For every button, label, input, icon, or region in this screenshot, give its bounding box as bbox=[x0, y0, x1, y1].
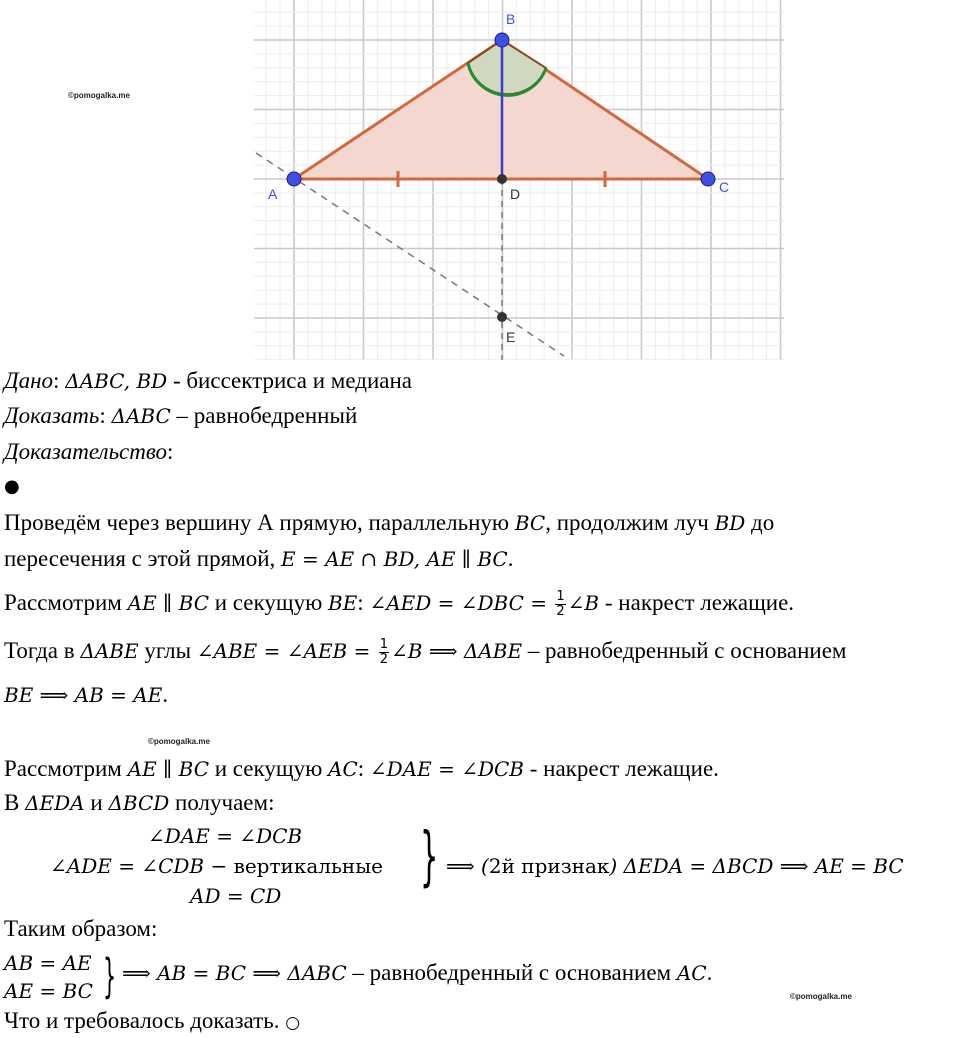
label-d: D bbox=[510, 186, 521, 202]
p4-frac-den: 2 bbox=[379, 652, 389, 668]
given-colon: : bbox=[53, 368, 60, 393]
system2-result bbox=[122, 958, 712, 988]
system1-result bbox=[446, 852, 904, 880]
p4-text-c: – равнобедренный с основанием bbox=[522, 638, 847, 663]
p6-math-3: ∠DAE = ∠DCB bbox=[369, 757, 524, 781]
p3-text-a: Рассмотрим bbox=[4, 590, 128, 615]
proof-label: Доказательство bbox=[4, 439, 168, 464]
proof-colon: : bbox=[167, 439, 174, 464]
system1-result-a: ⟹ ( bbox=[446, 854, 489, 878]
p3-frac-den: 2 bbox=[556, 604, 565, 620]
proof-label-line bbox=[4, 437, 173, 467]
p2-math: E = AE ∩ BD, AE ∥ BC bbox=[281, 547, 508, 571]
given-label: Дано bbox=[4, 368, 54, 393]
p6-text-c: : bbox=[357, 756, 370, 781]
system1-line-3: AD = CD bbox=[190, 884, 282, 908]
given-math: ΔABC, BD bbox=[65, 369, 168, 393]
system1-line-2-math: ∠ADE = ∠CDB − bbox=[50, 854, 234, 878]
p2-text-b: . bbox=[507, 546, 514, 571]
p7-text-b: и bbox=[84, 790, 109, 815]
p4-math-3: ∠B ⟹ ΔABE bbox=[391, 639, 523, 663]
proof-line-9 bbox=[4, 1006, 300, 1038]
p2-text-a: пересечения с этой прямой, bbox=[4, 546, 282, 571]
geometry-figure bbox=[254, 0, 784, 360]
prove-math: ΔABC bbox=[111, 404, 171, 428]
p4-frac-num: 1 bbox=[379, 637, 389, 653]
proof-line-3 bbox=[4, 588, 794, 619]
system2-brace: } bbox=[103, 949, 117, 1003]
p5-text-a: . bbox=[162, 682, 169, 707]
system1-brace: } bbox=[420, 820, 439, 894]
proof-line-4 bbox=[4, 636, 846, 667]
p8-text: Таким образом: bbox=[4, 916, 158, 941]
p3-frac-num: 1 bbox=[556, 589, 565, 605]
system2-result-math: ⟹ AB = BC ⟹ ΔABC bbox=[122, 961, 347, 985]
p3-math-2: BE bbox=[328, 591, 358, 615]
line-ae-dashed bbox=[256, 153, 564, 356]
label-e: E bbox=[506, 329, 516, 345]
p1-text-b: , продолжим луч bbox=[545, 510, 715, 535]
system1-result-b: ) ΔEDA = ΔBCD ⟹ AE = BC bbox=[609, 854, 904, 878]
given-line bbox=[4, 366, 412, 396]
point-c bbox=[701, 172, 715, 186]
p6-text-a: Рассмотрим bbox=[4, 756, 128, 781]
given-text: - биссектриса и медиана bbox=[167, 368, 412, 393]
system1-line-2-text: вертикальные bbox=[233, 854, 383, 878]
point-d bbox=[497, 174, 507, 184]
prove-label: Доказать bbox=[4, 403, 100, 428]
prove-text: – равнобедренный bbox=[170, 403, 358, 428]
proof-line-8 bbox=[4, 914, 157, 944]
proof-line-6 bbox=[4, 754, 719, 784]
proof-line-2 bbox=[4, 544, 514, 574]
p9-text: Что и требовалось доказать. bbox=[4, 1008, 286, 1033]
p6-text-d: - накрест лежащие. bbox=[524, 756, 719, 781]
p3-text-c: : bbox=[357, 590, 370, 615]
bullet: ● bbox=[4, 476, 20, 497]
system2-result-end: . bbox=[706, 960, 713, 985]
p1-math-bc: BC bbox=[514, 511, 546, 535]
point-b bbox=[495, 33, 509, 47]
p7-text-c: получаем: bbox=[169, 790, 275, 815]
p4-text-a: Тогда в bbox=[4, 638, 81, 663]
p4-fraction bbox=[379, 638, 389, 667]
label-a: A bbox=[268, 186, 278, 202]
p3-math-1: AE ∥ BC bbox=[127, 591, 209, 615]
p3-text-b: и секущую bbox=[209, 590, 328, 615]
qed-symbol: ○ bbox=[285, 1013, 301, 1033]
p4-math-2: ∠ABE = ∠AEB = bbox=[196, 639, 377, 663]
p6-text-b: и секущую bbox=[209, 756, 328, 781]
prove-colon: : bbox=[99, 403, 106, 428]
p6-math-2: AC bbox=[328, 757, 358, 781]
p1-math-bd: BD bbox=[714, 511, 746, 535]
system1-line-1: ∠DAE = ∠DCB bbox=[148, 824, 303, 848]
p1-text-c: до bbox=[745, 510, 775, 535]
label-c: C bbox=[719, 179, 730, 195]
p3-math-3: ∠AED = ∠DBC = bbox=[369, 591, 554, 615]
system1-line-2 bbox=[50, 852, 383, 880]
watermark-bottom: ©pomogalka.me bbox=[790, 992, 852, 1001]
p3-text-d: - накрест лежащие. bbox=[599, 590, 795, 615]
p3-fraction bbox=[555, 590, 565, 619]
system2-line-2: AE = BC bbox=[4, 979, 93, 1003]
system2-result-text: – равнобедренный с основанием bbox=[346, 960, 677, 985]
watermark-middle: ©pomogalka.me bbox=[148, 737, 210, 746]
proof-line-5 bbox=[4, 680, 168, 710]
p3-math-4: ∠B bbox=[567, 591, 600, 615]
proof-line-7 bbox=[4, 788, 274, 818]
p1-text-a: Проведём через вершину А прямую, параллельную bbox=[4, 510, 515, 535]
p5-math: BE ⟹ AB = AE bbox=[4, 683, 163, 707]
watermark-top: ©pomogalka.me bbox=[68, 91, 130, 100]
p4-math-1: ΔABE bbox=[80, 639, 139, 663]
p4-text-b: углы bbox=[138, 638, 197, 663]
p6-math-1: AE ∥ BC bbox=[127, 757, 209, 781]
system2-result-ac: AC bbox=[676, 961, 707, 985]
proof-line-1 bbox=[4, 508, 774, 538]
p7-math-2: ΔBCD bbox=[108, 791, 170, 815]
label-b: B bbox=[506, 11, 516, 27]
system1-result-text: 2й признак bbox=[488, 854, 610, 878]
point-e bbox=[497, 312, 507, 322]
system2-line-1: AB = AE bbox=[4, 951, 92, 975]
p7-text-a: В bbox=[4, 790, 26, 815]
p7-math-1: ΔEDA bbox=[25, 791, 85, 815]
prove-line bbox=[4, 401, 357, 431]
point-a bbox=[287, 172, 301, 186]
